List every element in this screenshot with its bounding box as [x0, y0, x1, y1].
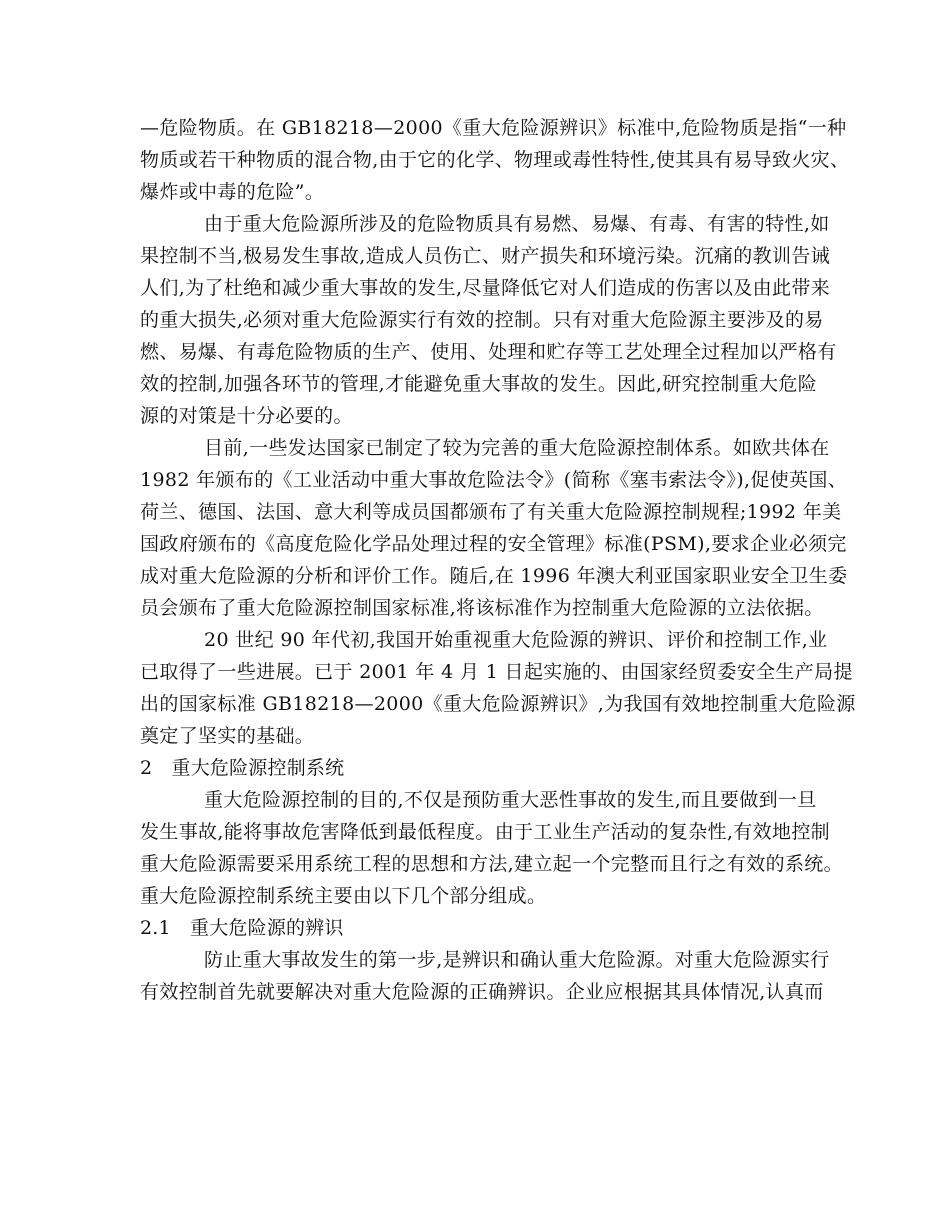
paragraph-line: 国政府颁布的《高度危险化学品处理过程的安全管理》标准(PSM),要求企业必须完: [140, 533, 847, 555]
paragraph-line: 已取得了一些进展。已于 2001 年 4 月 1 日起实施的、由国家经贸委安全生产局提: [140, 661, 853, 683]
paragraph-line: 重大危险源控制系统主要由以下几个部分组成。: [140, 885, 547, 907]
subsection-heading: 2.1 重大危险源的辨识: [140, 917, 344, 939]
paragraph-line: 源的对策是十分必要的。: [140, 405, 353, 427]
paragraph-line: 燃、易爆、有毒危险物质的生产、使用、处理和贮存等工艺处理全过程加以严格有: [140, 341, 837, 363]
paragraph-first-line: 由于重大危险源所涉及的危险物质具有易燃、易爆、有毒、有害的特性,如: [204, 213, 830, 235]
paragraph-line: 成对重大危险源的分析和评价工作。随后,在 1996 年澳大利亚国家职业安全卫生委: [140, 565, 848, 587]
paragraph-first-line: 20 世纪 90 年代初,我国开始重视重大危险源的辨识、评价和控制工作,业: [204, 629, 828, 651]
paragraph-line: 奠定了坚实的基础。: [140, 725, 315, 747]
paragraph-first-line: 重大危险源控制的目的,不仅是预防重大恶性事故的发生,而且要做到一旦: [204, 789, 817, 811]
paragraph-line: 出的国家标准 GB18218—2000《重大危险源辨识》,为我国有效地控制重大危险源: [140, 693, 856, 715]
paragraph-line: 爆炸或中毒的危险”。: [140, 181, 325, 203]
paragraph-line: 1982 年颁布的《工业活动中重大事故危险法令》(简称《塞韦索法令》),促使英国、: [140, 469, 848, 491]
paragraph-line: 重大危险源需要采用系统工程的思想和方法,建立起一个完整而且行之有效的系统。: [140, 853, 843, 875]
paragraph-first-line: 防止重大事故发生的第一步,是辨识和确认重大危险源。对重大危险源实行: [204, 949, 830, 971]
paragraph-line: 人们,为了杜绝和减少重大事故的发生,尽量降低它对人们造成的伤害以及由此带来: [140, 277, 831, 299]
paragraph-line: —危险物质。在 GB18218—2000《重大危险源辨识》标准中,危险物质是指“一种: [140, 117, 847, 139]
paragraph-line: 效的控制,加强各环节的管理,才能避免重大事故的发生。因此,研究控制重大危险: [140, 373, 818, 395]
paragraph-first-line: 目前,一些发达国家已制定了较为完善的重大危险源控制体系。如欧共体在: [204, 437, 830, 459]
paragraph-line: 员会颁布了重大危险源控制国家标准,将该标准作为控制重大危险源的立法依据。: [140, 597, 824, 619]
paragraph-line: 荷兰、德国、法国、意大利等成员国都颁布了有关重大危险源控制规程;1992 年美: [140, 501, 842, 523]
paragraph-line: 发生事故,能将事故危害降低到最低程度。由于工业生产活动的复杂性,有效地控制: [140, 821, 831, 843]
document-body: [140, 112, 856, 1008]
section-heading: 2 重大危险源控制系统: [140, 757, 345, 779]
paragraph-line: 有效控制首先就要解决对重大危险源的正确辨识。企业应根据其具体情况,认真而: [140, 981, 824, 1003]
paragraph-line: 物质或若干种物质的混合物,由于它的化学、物理或毒性特性,使其具有易导致火灾、: [140, 149, 850, 171]
paragraph-line: 的重大损失,必须对重大危险源实行有效的控制。只有对重大危险源主要涉及的易: [140, 309, 824, 331]
paragraph-line: 果控制不当,极易发生事故,造成人员伤亡、财产损失和环境污染。沉痛的教训告诫: [140, 245, 831, 267]
